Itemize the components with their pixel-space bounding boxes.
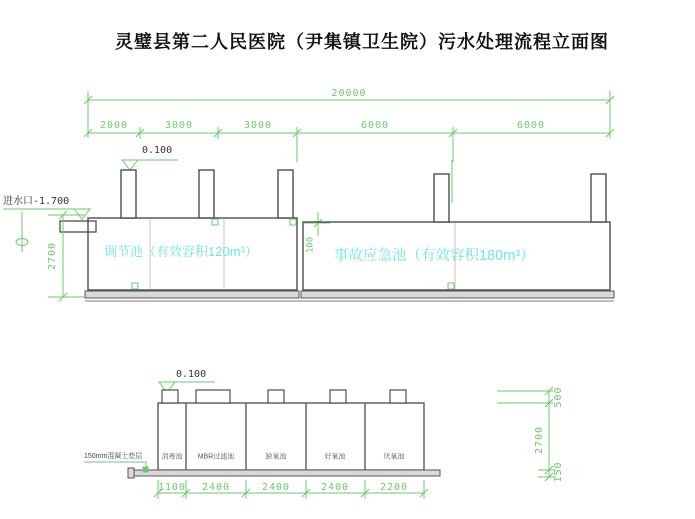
upper-seg-dim-2: 3000 [164, 120, 194, 131]
upper-elevation-marker-icon [122, 160, 178, 170]
upper-seg-dim-4: 6000 [360, 120, 390, 131]
inlet-pipe [60, 221, 96, 232]
lower-bottom-dim-4: 2400 [320, 482, 350, 493]
freeboard-dim-value: 100 [305, 236, 316, 254]
lower-right-dimensions [497, 387, 556, 481]
upper-total-dim: 20000 [331, 88, 367, 99]
lower-right-dim-500: 500 [553, 386, 564, 408]
upper-seg-dim-3: 3000 [243, 120, 273, 131]
lower-manholes [162, 390, 406, 403]
lower-base-slab [128, 468, 440, 478]
lower-right-dim-2700: 2700 [534, 425, 545, 455]
upper-base-slab [85, 291, 614, 301]
lower-tank-label-4: 好氧池 [324, 453, 346, 461]
lower-tank-label-5: 厌氧池 [383, 453, 405, 461]
inlet-elevation-label: 进水口-1.700 [3, 196, 70, 207]
upper-manhole-columns [121, 170, 606, 222]
upper-seg-dim-1: 2000 [99, 120, 129, 131]
freeboard-dimension [304, 212, 330, 236]
lower-tank-label-1: 消毒池 [161, 453, 183, 461]
emergency-tank-label: 事故应急池（有效容积180m³） [334, 248, 535, 264]
regulating-tank-label: 调节池（有效容积120m³） [104, 244, 258, 259]
lower-bottom-dim-3: 2400 [261, 482, 291, 493]
upper-depth-dim-value: 2700 [47, 241, 58, 271]
lower-top-elevation-value: 0.100 [176, 369, 207, 380]
drawing-title: 灵璧县第二人民医院（尹集镇卫生院）污水处理流程立面图 [115, 32, 609, 52]
lower-tank-label-2: MBR过滤池 [197, 453, 235, 461]
upper-seg-dim-5: 6000 [516, 120, 546, 131]
lower-bottom-dim-5: 2200 [379, 482, 409, 493]
lower-bottom-dim-1: 1100 [157, 482, 187, 493]
lower-bottom-dim-2: 2400 [201, 482, 231, 493]
lower-right-dim-150: 150 [553, 461, 564, 483]
lower-tank-label-3: 缺氧池 [265, 453, 287, 461]
foundation-note: 150mm混凝土垫层 [84, 453, 143, 460]
upper-top-elevation-value: 0.100 [142, 145, 173, 156]
